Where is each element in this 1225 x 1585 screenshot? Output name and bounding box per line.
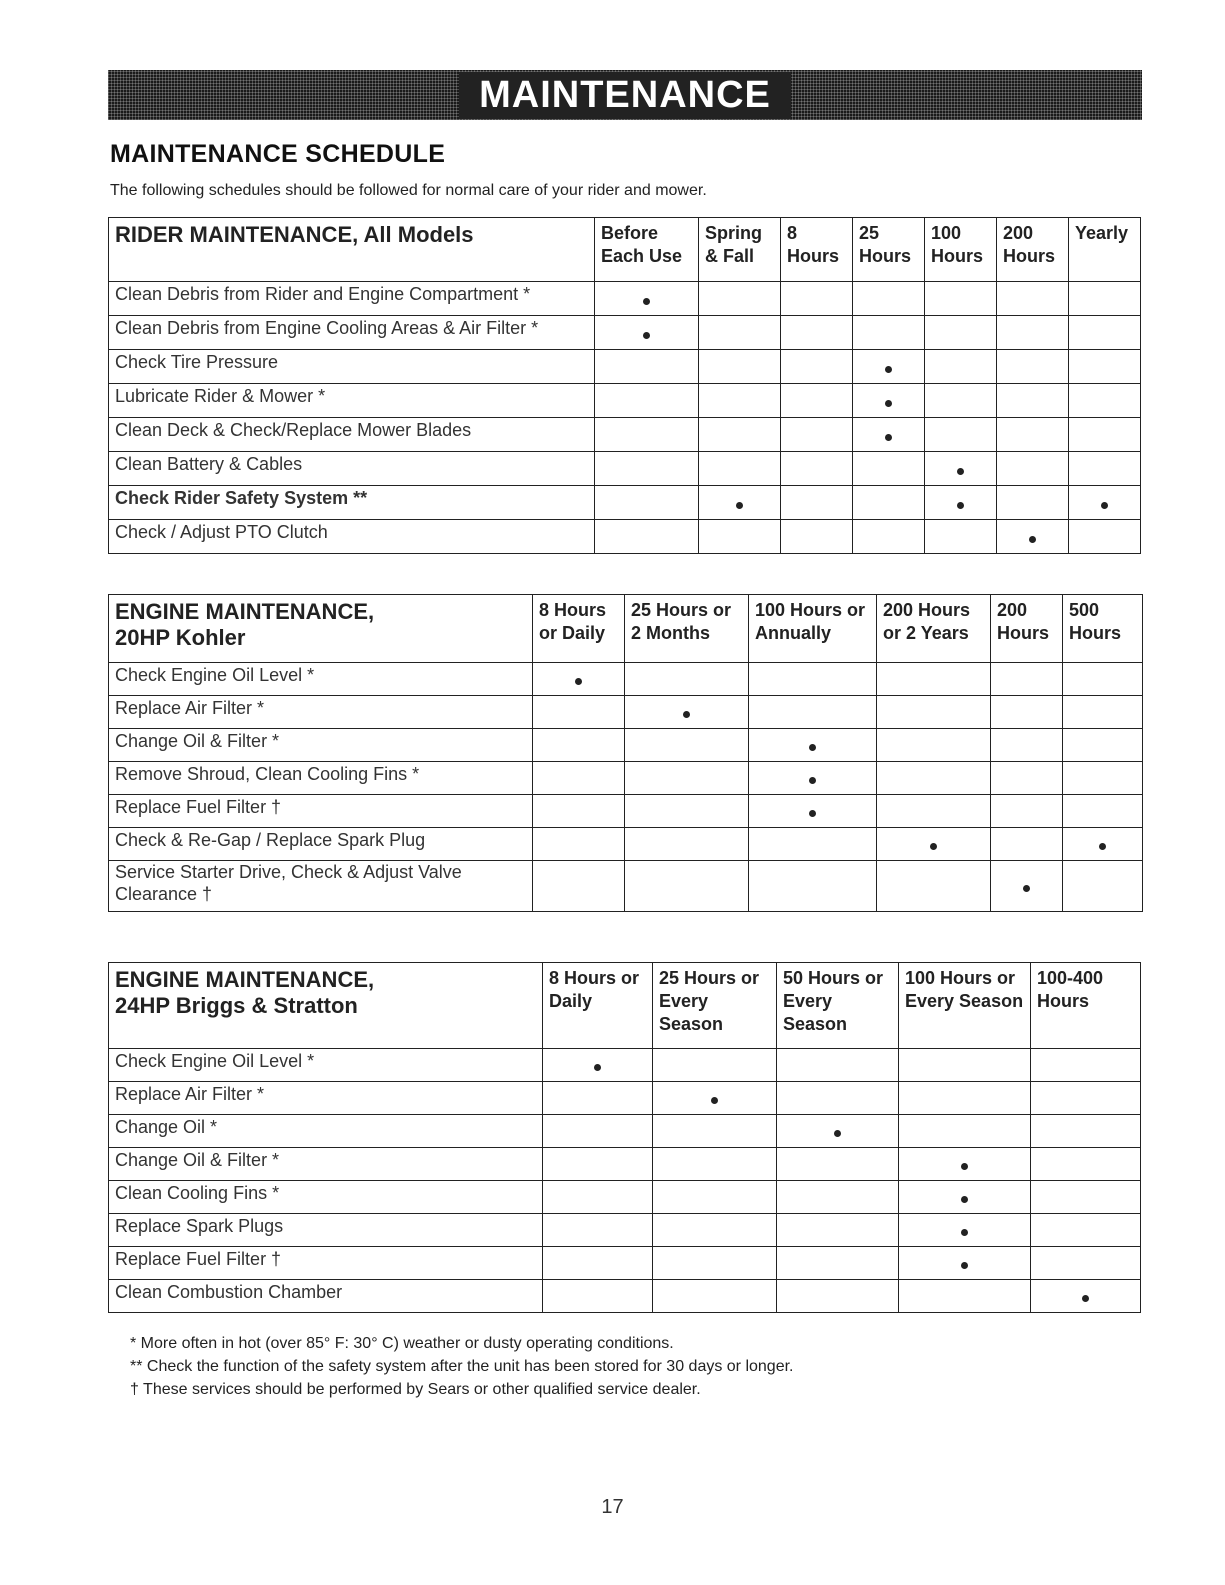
schedule-cell [925,384,997,418]
schedule-cell [925,520,997,554]
schedule-dot-icon [885,434,892,441]
schedule-cell [1063,729,1143,762]
task-label: Check / Adjust PTO Clutch [109,520,595,554]
schedule-cell [595,316,699,350]
schedule-cell [1031,1115,1141,1148]
schedule-cell [777,1214,899,1247]
schedule-dot-icon [643,332,650,339]
schedule-cell [1069,486,1141,520]
task-label: Change Oil & Filter * [109,729,533,762]
schedule-dot-icon [961,1262,968,1269]
section-title: MAINTENANCE SCHEDULE [110,140,446,168]
column-header: 200 Hours [991,595,1063,663]
schedule-cell [781,520,853,554]
schedule-cell [653,1214,777,1247]
schedule-cell [653,1181,777,1214]
task-label: Clean Deck & Check/Replace Mower Blades [109,418,595,452]
schedule-cell [877,762,991,795]
task-label: Change Oil * [109,1115,543,1148]
table-row [109,861,1143,912]
schedule-cell [595,282,699,316]
schedule-cell [991,729,1063,762]
schedule-cell [1069,384,1141,418]
table-row [109,1115,1141,1148]
schedule-cell [853,452,925,486]
schedule-dot-icon [885,400,892,407]
schedule-cell [543,1280,653,1313]
schedule-cell [1031,1247,1141,1280]
schedule-cell [1069,520,1141,554]
schedule-cell [625,696,749,729]
schedule-cell [899,1214,1031,1247]
footnotes [130,1332,794,1401]
schedule-cell [1031,1049,1141,1082]
task-label: Replace Fuel Filter † [109,1247,543,1280]
table-row [109,762,1143,795]
schedule-dot-icon [957,468,964,475]
schedule-cell [625,663,749,696]
schedule-cell [1069,316,1141,350]
table-title-line: RIDER MAINTENANCE, All Models [115,222,474,247]
schedule-cell [533,663,625,696]
schedule-cell [1063,663,1143,696]
schedule-cell [991,663,1063,696]
footnote-dagger: † These services should be performed by Sears or other qualified service dealer. [130,1381,701,1398]
schedule-cell [997,452,1069,486]
schedule-cell [853,384,925,418]
column-header: 500 Hours [1063,595,1143,663]
schedule-dot-icon [1101,502,1108,509]
table-row [109,1214,1141,1247]
schedule-cell [877,828,991,861]
schedule-dot-icon [1099,843,1106,850]
schedule-cell [899,1049,1031,1082]
schedule-cell [699,316,781,350]
schedule-cell [533,696,625,729]
table-title-line: ENGINE MAINTENANCE, [115,599,375,624]
schedule-cell [781,452,853,486]
schedule-cell [533,762,625,795]
schedule-cell [853,350,925,384]
schedule-cell [991,828,1063,861]
schedule-cell [997,418,1069,452]
schedule-cell [625,762,749,795]
schedule-cell [625,795,749,828]
schedule-cell [1063,696,1143,729]
task-label: Replace Air Filter * [109,696,533,729]
schedule-cell [595,452,699,486]
task-label: Replace Fuel Filter † [109,795,533,828]
schedule-cell [877,696,991,729]
schedule-cell [595,350,699,384]
schedule-cell [699,452,781,486]
schedule-cell [997,282,1069,316]
column-header: 8 Hours [781,218,853,282]
schedule-cell [699,486,781,520]
schedule-cell [625,861,749,912]
schedule-dot-icon [809,810,816,817]
schedule-cell [997,316,1069,350]
table-title-line: ENGINE MAINTENANCE, [115,967,375,992]
schedule-cell [1031,1280,1141,1313]
schedule-cell [533,828,625,861]
table-row [109,795,1143,828]
schedule-cell [1063,762,1143,795]
schedule-cell [899,1115,1031,1148]
table-row [109,350,1141,384]
page-number: 17 [601,1496,624,1518]
schedule-cell [699,350,781,384]
schedule-cell [877,861,991,912]
schedule-cell [749,828,877,861]
schedule-cell [543,1049,653,1082]
schedule-cell [925,486,997,520]
column-header: 8 Hours or Daily [533,595,625,663]
task-label: Check Tire Pressure [109,350,595,384]
footnote-double-asterisk: ** Check the function of the safety system after the unit has been stored for 30 days or longer. [130,1358,794,1375]
maintenance-banner [108,70,1142,120]
schedule-cell [991,795,1063,828]
schedule-cell [777,1247,899,1280]
banner-title: MAINTENANCE [459,72,791,119]
column-header: 25 Hours [853,218,925,282]
table-row [109,696,1143,729]
schedule-cell [853,316,925,350]
schedule-cell [777,1148,899,1181]
schedule-cell [533,729,625,762]
schedule-cell [625,828,749,861]
schedule-cell [543,1115,653,1148]
table-row [109,486,1141,520]
table-title [109,218,595,282]
schedule-cell [853,418,925,452]
schedule-cell [533,795,625,828]
schedule-cell [781,384,853,418]
schedule-cell [925,418,997,452]
task-label: Lubricate Rider & Mower * [109,384,595,418]
schedule-cell [899,1247,1031,1280]
schedule-cell [997,384,1069,418]
table-row [109,828,1143,861]
schedule-cell [1031,1214,1141,1247]
column-header: 8 Hours or Daily [543,963,653,1049]
schedule-dot-icon [834,1130,841,1137]
schedule-cell [853,486,925,520]
schedule-cell [699,418,781,452]
task-label: Clean Battery & Cables [109,452,595,486]
table-title-line: 24HP Briggs & Stratton [115,993,358,1018]
schedule-dot-icon [961,1196,968,1203]
column-header: 50 Hours or Every Season [777,963,899,1049]
schedule-cell [1069,350,1141,384]
column-header: 100 Hours or Every Season [899,963,1031,1049]
schedule-cell [877,729,991,762]
engine-briggs-table [108,962,1141,1313]
footnote-single-asterisk: * More often in hot (over 85° F: 30° C) weather or dusty operating conditions. [130,1335,674,1352]
schedule-cell [699,384,781,418]
task-label: Remove Shroud, Clean Cooling Fins * [109,762,533,795]
schedule-cell [781,418,853,452]
schedule-dot-icon [930,843,937,850]
schedule-cell [653,1148,777,1181]
schedule-cell [853,520,925,554]
schedule-cell [595,520,699,554]
schedule-cell [877,795,991,828]
schedule-cell [653,1247,777,1280]
schedule-cell [1063,795,1143,828]
schedule-cell [1031,1148,1141,1181]
schedule-cell [781,316,853,350]
schedule-cell [653,1082,777,1115]
schedule-dot-icon [711,1097,718,1104]
schedule-cell [749,861,877,912]
schedule-dot-icon [575,678,582,685]
schedule-cell [543,1082,653,1115]
schedule-cell [777,1280,899,1313]
table-row [109,663,1143,696]
task-label: Clean Combustion Chamber [109,1280,543,1313]
schedule-cell [749,729,877,762]
engine-kohler-table [108,594,1143,912]
task-label: Check & Re-Gap / Replace Spark Plug [109,828,533,861]
schedule-dot-icon [1082,1295,1089,1302]
schedule-cell [653,1049,777,1082]
task-label: Service Starter Drive, Check & Adjust Valve Clearance † [109,861,533,912]
column-header: 200 Hours [997,218,1069,282]
schedule-dot-icon [594,1064,601,1071]
schedule-cell [991,696,1063,729]
column-header: 100-400 Hours [1031,963,1141,1049]
schedule-dot-icon [957,502,964,509]
schedule-dot-icon [683,711,690,718]
schedule-cell [653,1115,777,1148]
table-row [109,729,1143,762]
table-row [109,282,1141,316]
task-label: Clean Debris from Engine Cooling Areas & Air Filter * [109,316,595,350]
schedule-cell [625,729,749,762]
schedule-cell [543,1148,653,1181]
task-label: Replace Air Filter * [109,1082,543,1115]
column-header: Spring & Fall [699,218,781,282]
rider-maintenance-table [108,217,1141,554]
schedule-cell [543,1214,653,1247]
schedule-cell [899,1280,1031,1313]
table-row [109,1247,1141,1280]
schedule-cell [595,486,699,520]
schedule-dot-icon [809,777,816,784]
table-row [109,1148,1141,1181]
schedule-cell [925,452,997,486]
schedule-dot-icon [736,502,743,509]
schedule-cell [543,1181,653,1214]
schedule-cell [1069,452,1141,486]
schedule-cell [699,282,781,316]
schedule-cell [997,486,1069,520]
schedule-cell [781,282,853,316]
schedule-cell [595,418,699,452]
table-row [109,520,1141,554]
table-row [109,1181,1141,1214]
schedule-cell [899,1148,1031,1181]
schedule-cell [749,696,877,729]
schedule-cell [925,350,997,384]
schedule-dot-icon [1023,885,1030,892]
schedule-cell [543,1247,653,1280]
schedule-cell [777,1082,899,1115]
schedule-cell [699,520,781,554]
schedule-cell [533,861,625,912]
schedule-cell [1063,828,1143,861]
schedule-dot-icon [961,1163,968,1170]
table-row [109,1082,1141,1115]
table-row [109,1280,1141,1313]
task-label: Check Engine Oil Level * [109,663,533,696]
column-header: Yearly [1069,218,1141,282]
task-label: Clean Debris from Rider and Engine Compartment * [109,282,595,316]
task-label: Clean Cooling Fins * [109,1181,543,1214]
schedule-cell [997,350,1069,384]
schedule-cell [899,1181,1031,1214]
schedule-cell [595,384,699,418]
schedule-cell [925,282,997,316]
schedule-dot-icon [643,298,650,305]
task-label: Check Rider Safety System ** [109,486,595,520]
schedule-cell [1031,1181,1141,1214]
schedule-dot-icon [1029,536,1036,543]
schedule-cell [781,486,853,520]
schedule-dot-icon [809,744,816,751]
table-row [109,316,1141,350]
schedule-cell [749,762,877,795]
task-label: Replace Spark Plugs [109,1214,543,1247]
table-row [109,1049,1141,1082]
table-row [109,384,1141,418]
schedule-cell [899,1082,1031,1115]
column-header: Before Each Use [595,218,699,282]
table-title [109,595,533,663]
schedule-cell [1031,1082,1141,1115]
table-title-line: 20HP Kohler [115,625,246,650]
intro-text: The following schedules should be followed for normal care of your rider and mower. [110,182,707,199]
schedule-cell [781,350,853,384]
schedule-cell [853,282,925,316]
schedule-cell [749,795,877,828]
column-header: 100 Hours [925,218,997,282]
schedule-cell [1063,861,1143,912]
table-row [109,452,1141,486]
column-header: 25 Hours or 2 Months [625,595,749,663]
schedule-cell [1069,282,1141,316]
schedule-cell [749,663,877,696]
schedule-cell [1069,418,1141,452]
schedule-dot-icon [961,1229,968,1236]
schedule-cell [777,1181,899,1214]
schedule-cell [997,520,1069,554]
column-header: 25 Hours or Every Season [653,963,777,1049]
schedule-cell [991,861,1063,912]
column-header: 200 Hours or 2 Years [877,595,991,663]
schedule-cell [925,316,997,350]
schedule-cell [653,1280,777,1313]
schedule-cell [991,762,1063,795]
column-header: 100 Hours or Annually [749,595,877,663]
schedule-cell [777,1049,899,1082]
schedule-dot-icon [885,366,892,373]
schedule-cell [877,663,991,696]
table-title [109,963,543,1049]
schedule-cell [777,1115,899,1148]
table-row [109,418,1141,452]
task-label: Change Oil & Filter * [109,1148,543,1181]
task-label: Check Engine Oil Level * [109,1049,543,1082]
